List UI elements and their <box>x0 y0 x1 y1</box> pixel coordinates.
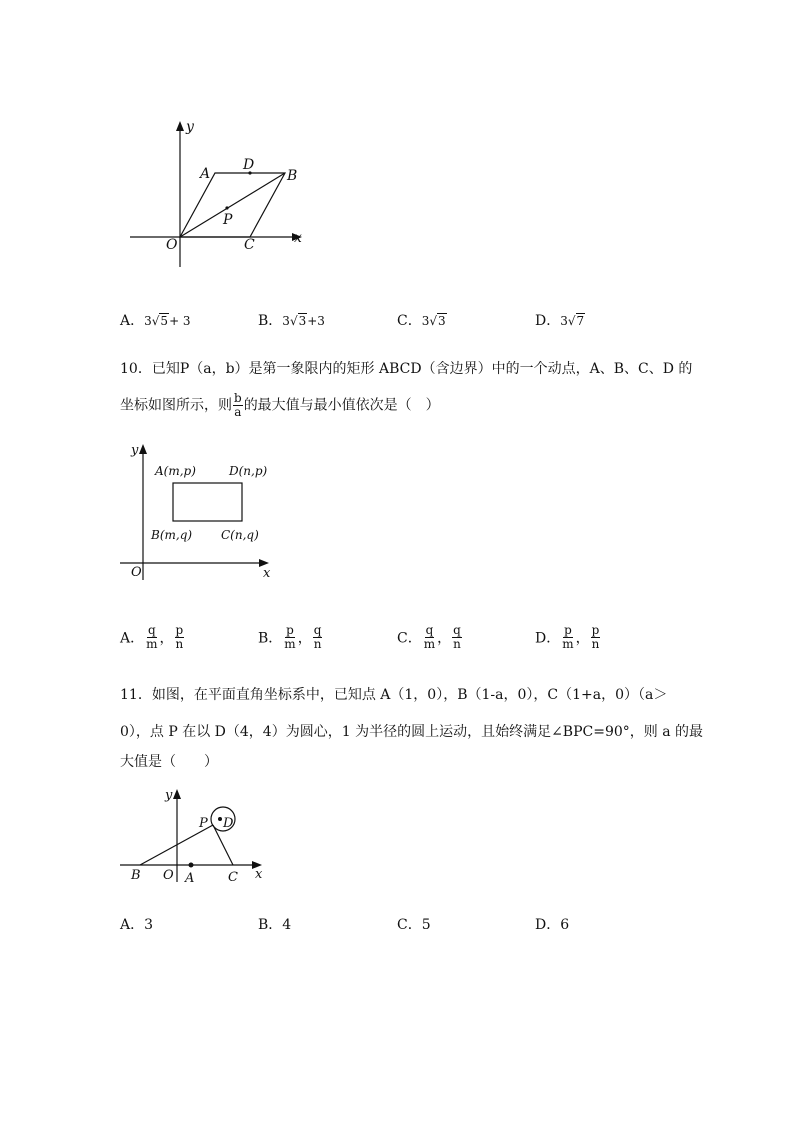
q11-line2: 0），点 P 在以 D（4，4）为圆心，1 为半径的圆上运动，且始终满足∠BPC=90°，则 a 的最 <box>120 724 704 740</box>
sqrt-symbol: √7 <box>567 314 585 328</box>
label-d: D(n,p) <box>229 464 268 478</box>
label-y: y <box>186 119 194 135</box>
sqrt-symbol: √3 <box>429 314 446 328</box>
q11-option-b[interactable]: B．4 <box>258 917 292 933</box>
label-y: y <box>165 788 173 803</box>
label-a: A(m,p) <box>155 464 196 478</box>
q9-option-b[interactable]: B．3√3+3 <box>258 313 325 329</box>
fraction-b-over-a: $\frac{b}{a}$ <box>234 391 242 419</box>
q10-option-d[interactable]: D． $\frac{p}{m}$ ， $\frac{p}{n}$ <box>535 623 600 651</box>
label-c: C(n,q) <box>221 528 259 542</box>
label-c: C <box>244 237 255 253</box>
label-p: P <box>199 816 208 831</box>
q10-option-a[interactable]: A． $\frac{q}{m}$ ， $\frac{p}{n}$ <box>120 623 184 651</box>
label-a: A <box>185 871 195 885</box>
sqrt-symbol: √3 <box>289 314 307 328</box>
q10-option-b[interactable]: B． $\frac{p}{m}$ ， $\frac{q}{n}$ <box>258 623 322 651</box>
label-d: D <box>223 816 234 831</box>
label-a: A <box>200 166 211 182</box>
label-b: B <box>287 168 298 184</box>
q11-line3: 大值是（ ） <box>120 754 218 770</box>
point-p <box>225 206 228 209</box>
label-x: x <box>294 230 302 246</box>
label-b: B <box>131 868 141 883</box>
label-o: O <box>131 565 142 580</box>
figure-rectangle <box>115 440 280 585</box>
label-d: D <box>243 157 255 173</box>
point-d <box>218 817 222 821</box>
label-x: x <box>255 867 263 882</box>
label-b: B(m,q) <box>151 528 193 542</box>
sqrt-symbol: √5 <box>151 314 169 328</box>
q9-option-d[interactable]: D．3√7 <box>535 313 585 329</box>
figure-circle-triangle <box>115 785 275 885</box>
q9-option-a[interactable]: A．3√5+ 3 <box>120 313 191 329</box>
q10-option-c[interactable]: C． $\frac{q}{m}$ ， $\frac{q}{n}$ <box>397 623 461 651</box>
q11-line1: 11．如图，在平面直角坐标系中，已知点 A（1，0），B（1-a，0），C（1+a，0）（a＞ <box>120 687 668 703</box>
y-arrow <box>173 789 181 799</box>
q10-line2: 坐标如图所示，则 $\frac{b}{a}$ 的最大值与最小值依次是（ ） <box>120 391 440 419</box>
diagonal-ob <box>180 173 285 237</box>
label-c: C <box>228 870 238 885</box>
label-p: P <box>223 212 233 228</box>
rectangle-abcd <box>173 483 242 521</box>
y-arrow <box>176 121 184 131</box>
label-y: y <box>131 443 139 458</box>
point-a <box>189 863 194 868</box>
q10-line1: 10．已知P（a，b）是第一象限内的矩形 ABCD（含边界）中的一个动点，A、B、C、D 的 <box>120 361 693 377</box>
q11-option-c[interactable]: C．5 <box>397 917 431 933</box>
q9-option-c[interactable]: C．3√3 <box>397 313 446 329</box>
label-o: O <box>166 237 178 253</box>
figure-parallelogram <box>120 115 320 275</box>
y-arrow <box>139 444 147 454</box>
label-o: O <box>163 868 174 883</box>
label-x: x <box>263 566 271 581</box>
q11-option-d[interactable]: D．6 <box>535 917 570 933</box>
q11-option-a[interactable]: A．3 <box>120 917 154 933</box>
